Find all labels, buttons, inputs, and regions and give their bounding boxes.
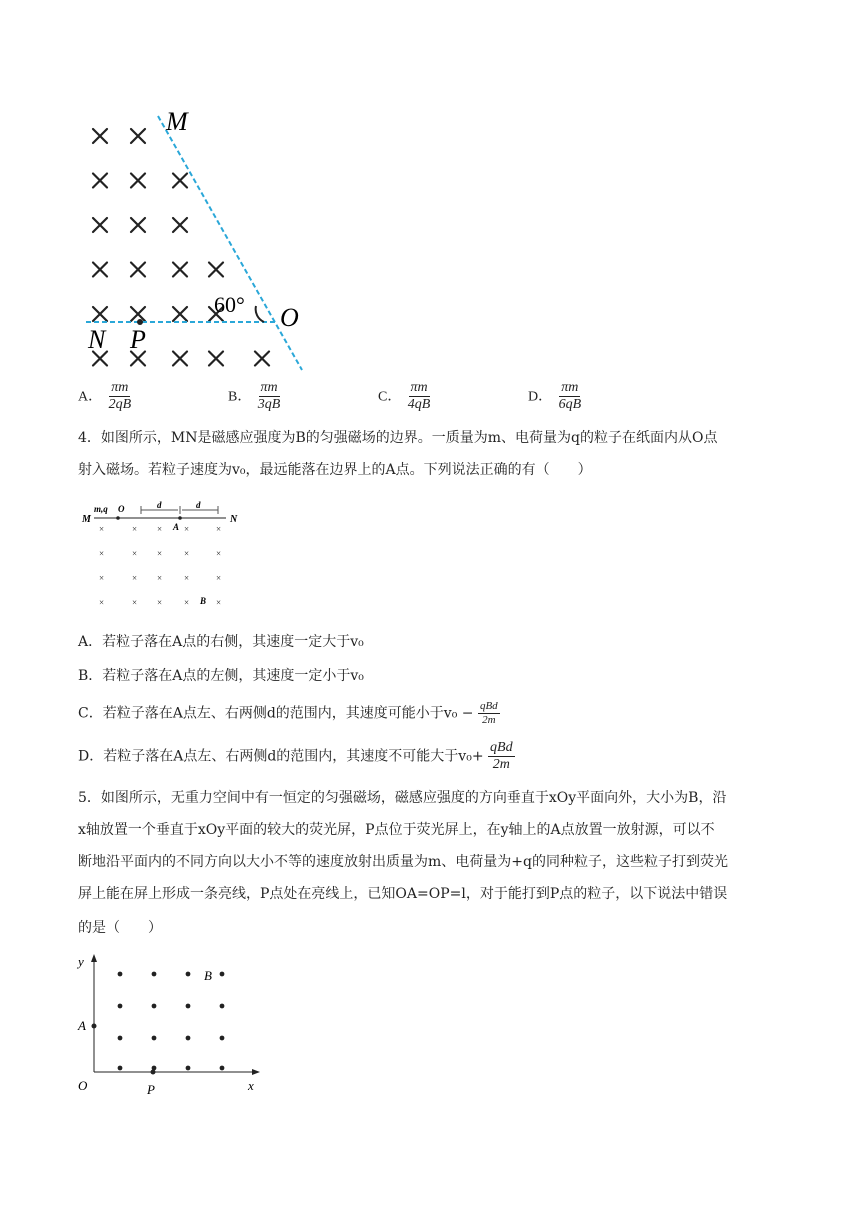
label-N: N (88, 325, 106, 354)
cross-mark: × (132, 524, 138, 534)
cross-mark (131, 129, 145, 143)
label-mq: m,q (94, 504, 108, 514)
cross-mark: × (99, 524, 105, 534)
label-angle: 60° (214, 292, 245, 317)
field-dot (118, 1004, 123, 1009)
cross-mark: × (157, 524, 163, 534)
fraction: $\frac{\pi m}{4qB}$ (407, 380, 431, 412)
q5-stem-line-2: x轴放置一个垂直于xOy平面的较大的荧光屏，P点位于荧光屏上，在y轴上的A点放置一放射源，可以不 (78, 822, 715, 838)
cross-mark (131, 174, 145, 188)
cross-mark (93, 307, 107, 321)
q5-stem-line-5: 的是（ ） (78, 920, 162, 936)
cross-mark: × (216, 524, 222, 534)
q4-stem-line-2: 射入磁场。若粒子速度为v₀，最远能落在边界上的A点。下列说法正确的有（ ） (78, 462, 592, 478)
field-crosses (93, 129, 269, 366)
field-dot (118, 1036, 123, 1041)
label-O: O (78, 1078, 88, 1093)
label-M: M (166, 107, 188, 136)
label-O: O (118, 504, 125, 514)
q5-stem-line-1: 5．如图所示，无重力空间中有一恒定的匀强磁场，磁感应强度的方向垂直于xOy平面向外，大小为B，沿 (78, 790, 727, 806)
cross-mark (173, 352, 187, 366)
cross-mark: × (157, 548, 163, 559)
field-dot (118, 972, 123, 977)
field-dot (220, 1004, 225, 1009)
cross-mark (131, 263, 145, 277)
label-B: B (204, 968, 212, 983)
cross-mark: × (99, 597, 105, 608)
angle-arc (256, 306, 264, 322)
point-A (178, 516, 182, 520)
label-M: M (82, 514, 91, 525)
q5-stem-line-3: 断地沿平面内的不同方向以大小不等的速度放射出质量为m、电荷量为+q的同种粒子，这些粒子打到荧光 (78, 854, 728, 870)
field-dots (118, 972, 225, 1071)
point-P (151, 1070, 156, 1075)
field-dot (186, 972, 191, 977)
field-dot (118, 1066, 123, 1071)
field-dot (186, 1004, 191, 1009)
label-d-left: d (157, 500, 162, 510)
q3-option-d[interactable]: D． $\frac{\pi m}{6qB}$ (528, 380, 582, 412)
cross-mark: × (216, 573, 222, 583)
fraction: $\frac{\pi m}{3qB}$ (257, 380, 281, 412)
cross-mark (173, 263, 187, 277)
q3-option-a[interactable]: A． $\frac{\pi m}{2qB}$ (78, 380, 132, 412)
cross-mark: × (184, 573, 190, 583)
label-y: y (78, 954, 84, 969)
fraction: $\frac{\pi m}{2qB}$ (108, 380, 132, 412)
cross-mark: × (184, 597, 190, 608)
figure-q5-axes (74, 950, 274, 1110)
cross-mark: × (216, 548, 222, 559)
q4-option-d[interactable]: D．若粒子落在A点左、右两侧d的范围内，其速度不可能大于v₀+ $\frac{\text{qBd}}{2m}$ (78, 740, 513, 772)
point-A (92, 1024, 97, 1029)
cross-mark (93, 129, 107, 143)
q4-option-a[interactable]: A．若粒子落在A点的右侧，其速度一定大于v₀ (78, 634, 364, 650)
cross-mark (173, 218, 187, 232)
label-P: P (130, 325, 146, 354)
field-dot (152, 1036, 157, 1041)
label-P: P (147, 1082, 155, 1097)
cross-mark (93, 218, 107, 232)
field-dot (220, 972, 225, 977)
label-N: N (230, 514, 238, 525)
cross-mark (173, 307, 187, 321)
q5-stem-line-4: 屏上能在屏上形成一条亮线，P点处在亮线上，已知OA=OP=l，对于能打到P点的粒子，以下说法中错误 (78, 886, 728, 902)
x-axis-arrow (252, 1069, 260, 1075)
label-B: B (200, 596, 207, 606)
field-crosses-small (99, 524, 221, 608)
cross-mark (131, 307, 145, 321)
q3-option-c[interactable]: C． $\frac{\pi m}{4qB}$ (378, 380, 431, 412)
field-dot (220, 1066, 225, 1071)
label-O: O (280, 303, 299, 332)
q4-option-b[interactable]: B．若粒子落在A点的左侧，其速度一定小于v₀ (78, 668, 364, 684)
cross-mark (131, 218, 145, 232)
cross-mark (173, 174, 187, 188)
cross-mark (255, 352, 269, 366)
field-dot (220, 1036, 225, 1041)
point-O (116, 516, 120, 520)
fraction: $\frac{\text{qBd}}{2m}$ (490, 740, 513, 772)
label-A: A (78, 1018, 86, 1033)
cross-mark: × (216, 597, 222, 608)
q4-stem-line-1: 4．如图所示，MN是磁感应强度为B的匀强磁场的边界。一质量为m、电荷量为q的粒子在纸面内从O点 (78, 430, 718, 446)
cross-mark: × (184, 548, 190, 559)
field-dot (152, 1004, 157, 1009)
field-dot (186, 1066, 191, 1071)
cross-mark (209, 352, 223, 366)
field-dot (152, 972, 157, 977)
fraction: $\frac{\text{qBd}}{2m}$ (479, 700, 498, 726)
q4-option-c[interactable]: C．若粒子落在A点左、右两侧d的范围内，其速度可能小于v₀ − $\frac{\text{qBd}}{2m}$ (78, 700, 498, 726)
y-axis-arrow (91, 954, 97, 962)
cross-mark (209, 263, 223, 277)
label-x: x (248, 1078, 254, 1093)
cross-mark: × (132, 597, 138, 608)
q3-option-b[interactable]: B． $\frac{\pi m}{3qB}$ (228, 380, 281, 412)
figure-magnetic-field-wedge (80, 100, 340, 380)
cross-mark: × (132, 548, 138, 559)
cross-mark: × (99, 548, 105, 559)
cross-mark: × (132, 573, 138, 583)
cross-mark: × (157, 597, 163, 608)
field-dot (186, 1036, 191, 1041)
cross-mark: × (184, 524, 190, 534)
figure-q4-boundary (80, 494, 250, 614)
label-A: A (173, 522, 180, 532)
fraction: $\frac{\pi m}{6qB}$ (558, 380, 582, 412)
cross-mark: × (157, 573, 163, 583)
cross-mark (93, 174, 107, 188)
cross-mark: × (99, 573, 105, 583)
label-d-right: d (196, 500, 201, 510)
cross-mark (93, 263, 107, 277)
